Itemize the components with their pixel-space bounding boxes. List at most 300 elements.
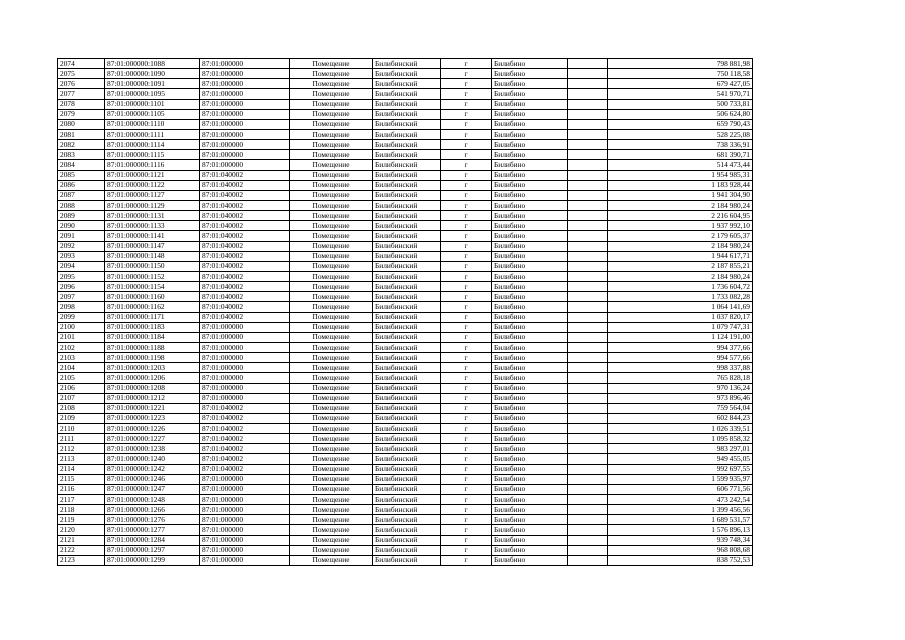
cadastral-number-cell: 87:01:000000:1152: [105, 271, 200, 281]
object-type-cell: Помещение: [290, 292, 373, 302]
cadastral-quarter-cell: 87:01:000000: [200, 525, 290, 535]
extra-cell: [568, 373, 608, 383]
cadastral-value-cell: 1 026 339,51: [608, 424, 753, 434]
table-row: [58, 170, 753, 180]
row-number-cell: 2076: [58, 79, 105, 89]
settlement-cell: Билибино: [492, 221, 568, 231]
extra-cell: [568, 363, 608, 373]
cadastral-number-cell: 87:01:000000:1277: [105, 525, 200, 535]
cadastral-number-cell: 87:01:000000:1110: [105, 119, 200, 129]
cadastral-quarter-cell: 87:01:000000: [200, 109, 290, 119]
cadastral-number-cell: 87:01:000000:1131: [105, 211, 200, 221]
cadastral-value-table: [57, 58, 753, 566]
row-number-cell: 2100: [58, 322, 105, 332]
cadastral-quarter-cell: 87:01:040002: [200, 170, 290, 180]
settlement-type-cell: г: [441, 140, 492, 150]
object-type-cell: Помещение: [290, 221, 373, 231]
district-cell: Билибинский: [373, 231, 441, 241]
row-number-cell: 2114: [58, 464, 105, 474]
object-type-cell: Помещение: [290, 474, 373, 484]
cadastral-quarter-cell: 87:01:040002: [200, 231, 290, 241]
extra-cell: [568, 211, 608, 221]
settlement-type-cell: г: [441, 434, 492, 444]
settlement-cell: Билибино: [492, 464, 568, 474]
object-type-cell: Помещение: [290, 302, 373, 312]
table-row: [58, 99, 753, 109]
cadastral-value-cell: 1 183 928,44: [608, 180, 753, 190]
settlement-type-cell: г: [441, 322, 492, 332]
settlement-cell: Билибино: [492, 150, 568, 160]
extra-cell: [568, 119, 608, 129]
row-number-cell: 2084: [58, 160, 105, 170]
settlement-cell: Билибино: [492, 555, 568, 565]
settlement-type-cell: г: [441, 251, 492, 261]
settlement-cell: Билибино: [492, 413, 568, 423]
settlement-cell: Билибино: [492, 363, 568, 373]
extra-cell: [568, 484, 608, 494]
cadastral-number-cell: 87:01:000000:1160: [105, 292, 200, 302]
cadastral-value-cell: 1 954 985,31: [608, 170, 753, 180]
extra-cell: [568, 221, 608, 231]
settlement-cell: Билибино: [492, 434, 568, 444]
row-number-cell: 2088: [58, 200, 105, 210]
cadastral-value-cell: 473 242,54: [608, 495, 753, 505]
district-cell: Билибинский: [373, 555, 441, 565]
settlement-type-cell: г: [441, 160, 492, 170]
table-row: [58, 444, 753, 454]
district-cell: Билибинский: [373, 322, 441, 332]
cadastral-value-cell: 968 808,68: [608, 545, 753, 555]
table-row: [58, 424, 753, 434]
cadastral-number-cell: 87:01:000000:1206: [105, 373, 200, 383]
table-row: [58, 282, 753, 292]
object-type-cell: Помещение: [290, 495, 373, 505]
settlement-type-cell: г: [441, 119, 492, 129]
table-row: [58, 302, 753, 312]
object-type-cell: Помещение: [290, 322, 373, 332]
object-type-cell: Помещение: [290, 332, 373, 342]
cadastral-value-cell: 1 064 141,69: [608, 302, 753, 312]
table-row: [58, 545, 753, 555]
cadastral-quarter-cell: 87:01:000000: [200, 129, 290, 139]
extra-cell: [568, 170, 608, 180]
extra-cell: [568, 302, 608, 312]
table-row: [58, 231, 753, 241]
settlement-type-cell: г: [441, 79, 492, 89]
row-number-cell: 2078: [58, 99, 105, 109]
cadastral-number-cell: 87:01:000000:1090: [105, 69, 200, 79]
object-type-cell: Помещение: [290, 515, 373, 525]
settlement-type-cell: г: [441, 383, 492, 393]
settlement-type-cell: г: [441, 302, 492, 312]
extra-cell: [568, 454, 608, 464]
cadastral-number-cell: 87:01:000000:1114: [105, 140, 200, 150]
cadastral-value-cell: 1 599 935,97: [608, 474, 753, 484]
settlement-type-cell: г: [441, 221, 492, 231]
table-row: [58, 251, 753, 261]
table-row: [58, 119, 753, 129]
cadastral-quarter-cell: 87:01:000000: [200, 342, 290, 352]
extra-cell: [568, 444, 608, 454]
cadastral-value-cell: 1 037 820,17: [608, 312, 753, 322]
cadastral-quarter-cell: 87:01:000000: [200, 393, 290, 403]
settlement-type-cell: г: [441, 444, 492, 454]
cadastral-quarter-cell: 87:01:000000: [200, 495, 290, 505]
cadastral-number-cell: 87:01:000000:1088: [105, 59, 200, 69]
district-cell: Билибинский: [373, 444, 441, 454]
table-row: [58, 292, 753, 302]
settlement-type-cell: г: [441, 211, 492, 221]
cadastral-quarter-cell: 87:01:040002: [200, 464, 290, 474]
settlement-type-cell: г: [441, 231, 492, 241]
table-row: [58, 109, 753, 119]
cadastral-quarter-cell: 87:01:000000: [200, 69, 290, 79]
table-row: [58, 79, 753, 89]
settlement-cell: Билибино: [492, 454, 568, 464]
district-cell: Билибинский: [373, 190, 441, 200]
cadastral-number-cell: 87:01:000000:1266: [105, 505, 200, 515]
table-row: [58, 150, 753, 160]
row-number-cell: 2113: [58, 454, 105, 464]
settlement-type-cell: г: [441, 180, 492, 190]
cadastral-number-cell: 87:01:000000:1116: [105, 160, 200, 170]
settlement-cell: Билибино: [492, 79, 568, 89]
district-cell: Билибинский: [373, 332, 441, 342]
settlement-type-cell: г: [441, 424, 492, 434]
row-number-cell: 2085: [58, 170, 105, 180]
cadastral-number-cell: 87:01:000000:1105: [105, 109, 200, 119]
settlement-cell: Билибино: [492, 332, 568, 342]
settlement-type-cell: г: [441, 555, 492, 565]
cadastral-value-cell: 992 697,55: [608, 464, 753, 474]
table-row: [58, 200, 753, 210]
extra-cell: [568, 383, 608, 393]
row-number-cell: 2080: [58, 119, 105, 129]
cadastral-number-cell: 87:01:000000:1122: [105, 180, 200, 190]
table-row: [58, 403, 753, 413]
cadastral-number-cell: 87:01:000000:1091: [105, 79, 200, 89]
cadastral-quarter-cell: 87:01:040002: [200, 221, 290, 231]
settlement-cell: Билибино: [492, 515, 568, 525]
settlement-type-cell: г: [441, 353, 492, 363]
cadastral-value-cell: 1 079 747,31: [608, 322, 753, 332]
cadastral-value-cell: 1 689 531,57: [608, 515, 753, 525]
object-type-cell: Помещение: [290, 484, 373, 494]
district-cell: Билибинский: [373, 525, 441, 535]
object-type-cell: Помещение: [290, 109, 373, 119]
table-row: [58, 89, 753, 99]
cadastral-quarter-cell: 87:01:040002: [200, 424, 290, 434]
district-cell: Билибинский: [373, 99, 441, 109]
cadastral-value-cell: 2 179 605,37: [608, 231, 753, 241]
settlement-cell: Билибино: [492, 200, 568, 210]
cadastral-number-cell: 87:01:000000:1276: [105, 515, 200, 525]
extra-cell: [568, 59, 608, 69]
extra-cell: [568, 190, 608, 200]
settlement-type-cell: г: [441, 545, 492, 555]
table-row: [58, 474, 753, 484]
table-row: [58, 434, 753, 444]
district-cell: Билибинский: [373, 200, 441, 210]
cadastral-value-cell: 606 771,56: [608, 484, 753, 494]
table-row: [58, 160, 753, 170]
row-number-cell: 2106: [58, 383, 105, 393]
row-number-cell: 2087: [58, 190, 105, 200]
cadastral-number-cell: 87:01:000000:1247: [105, 484, 200, 494]
row-number-cell: 2075: [58, 69, 105, 79]
object-type-cell: Помещение: [290, 403, 373, 413]
cadastral-value-cell: 939 748,34: [608, 535, 753, 545]
cadastral-quarter-cell: 87:01:000000: [200, 474, 290, 484]
district-cell: Билибинский: [373, 495, 441, 505]
settlement-type-cell: г: [441, 170, 492, 180]
row-number-cell: 2109: [58, 413, 105, 423]
cadastral-quarter-cell: 87:01:040002: [200, 200, 290, 210]
district-cell: Билибинский: [373, 545, 441, 555]
settlement-type-cell: г: [441, 454, 492, 464]
cadastral-quarter-cell: 87:01:000000: [200, 160, 290, 170]
extra-cell: [568, 241, 608, 251]
object-type-cell: Помещение: [290, 261, 373, 271]
cadastral-quarter-cell: 87:01:040002: [200, 292, 290, 302]
row-number-cell: 2081: [58, 129, 105, 139]
extra-cell: [568, 251, 608, 261]
cadastral-value-cell: 528 225,08: [608, 129, 753, 139]
object-type-cell: Помещение: [290, 454, 373, 464]
settlement-type-cell: г: [441, 150, 492, 160]
settlement-type-cell: г: [441, 505, 492, 515]
cadastral-quarter-cell: 87:01:000000: [200, 363, 290, 373]
district-cell: Билибинский: [373, 424, 441, 434]
settlement-type-cell: г: [441, 200, 492, 210]
district-cell: Билибинский: [373, 211, 441, 221]
object-type-cell: Помещение: [290, 190, 373, 200]
table-row: [58, 353, 753, 363]
settlement-type-cell: г: [441, 535, 492, 545]
settlement-cell: Билибино: [492, 484, 568, 494]
cadastral-number-cell: 87:01:000000:1248: [105, 495, 200, 505]
district-cell: Билибинский: [373, 160, 441, 170]
settlement-cell: Билибино: [492, 495, 568, 505]
settlement-type-cell: г: [441, 495, 492, 505]
settlement-type-cell: г: [441, 474, 492, 484]
cadastral-number-cell: 87:01:000000:1154: [105, 282, 200, 292]
cadastral-quarter-cell: 87:01:000000: [200, 150, 290, 160]
cadastral-quarter-cell: 87:01:000000: [200, 373, 290, 383]
extra-cell: [568, 89, 608, 99]
settlement-cell: Билибино: [492, 99, 568, 109]
settlement-cell: Билибино: [492, 535, 568, 545]
row-number-cell: 2122: [58, 545, 105, 555]
settlement-type-cell: г: [441, 332, 492, 342]
object-type-cell: Помещение: [290, 353, 373, 363]
object-type-cell: Помещение: [290, 505, 373, 515]
table-row: [58, 363, 753, 373]
settlement-cell: Билибино: [492, 59, 568, 69]
district-cell: Билибинский: [373, 413, 441, 423]
cadastral-number-cell: 87:01:000000:1148: [105, 251, 200, 261]
table-row: [58, 312, 753, 322]
cadastral-quarter-cell: 87:01:000000: [200, 140, 290, 150]
cadastral-number-cell: 87:01:000000:1111: [105, 129, 200, 139]
row-number-cell: 2093: [58, 251, 105, 261]
cadastral-value-cell: 2 184 980,24: [608, 241, 753, 251]
row-number-cell: 2103: [58, 353, 105, 363]
row-number-cell: 2096: [58, 282, 105, 292]
row-number-cell: 2115: [58, 474, 105, 484]
cadastral-value-cell: 2 187 855,21: [608, 261, 753, 271]
extra-cell: [568, 424, 608, 434]
cadastral-value-cell: 994 377,66: [608, 342, 753, 352]
table-row: [58, 393, 753, 403]
object-type-cell: Помещение: [290, 413, 373, 423]
settlement-cell: Билибино: [492, 474, 568, 484]
cadastral-quarter-cell: 87:01:000000: [200, 555, 290, 565]
cadastral-value-cell: 973 896,46: [608, 393, 753, 403]
cadastral-number-cell: 87:01:000000:1188: [105, 342, 200, 352]
row-number-cell: 2094: [58, 261, 105, 271]
cadastral-number-cell: 87:01:000000:1121: [105, 170, 200, 180]
settlement-cell: Билибино: [492, 322, 568, 332]
table-row: [58, 332, 753, 342]
district-cell: Билибинский: [373, 170, 441, 180]
extra-cell: [568, 312, 608, 322]
cadastral-number-cell: 87:01:000000:1198: [105, 353, 200, 363]
cadastral-quarter-cell: 87:01:000000: [200, 353, 290, 363]
cadastral-quarter-cell: 87:01:040002: [200, 444, 290, 454]
cadastral-value-cell: 998 337,88: [608, 363, 753, 373]
table-body: [58, 59, 753, 566]
extra-cell: [568, 342, 608, 352]
cadastral-quarter-cell: 87:01:040002: [200, 413, 290, 423]
table-row: [58, 555, 753, 565]
extra-cell: [568, 322, 608, 332]
extra-cell: [568, 495, 608, 505]
table-row: [58, 322, 753, 332]
settlement-cell: Билибино: [492, 140, 568, 150]
row-number-cell: 2074: [58, 59, 105, 69]
district-cell: Билибинский: [373, 109, 441, 119]
settlement-type-cell: г: [441, 282, 492, 292]
cadastral-quarter-cell: 87:01:000000: [200, 383, 290, 393]
cadastral-number-cell: 87:01:000000:1115: [105, 150, 200, 160]
settlement-cell: Билибино: [492, 292, 568, 302]
table-row: [58, 413, 753, 423]
extra-cell: [568, 393, 608, 403]
district-cell: Билибинский: [373, 140, 441, 150]
object-type-cell: Помещение: [290, 424, 373, 434]
cadastral-value-cell: 750 118,58: [608, 69, 753, 79]
extra-cell: [568, 261, 608, 271]
row-number-cell: 2095: [58, 271, 105, 281]
cadastral-quarter-cell: 87:01:040002: [200, 312, 290, 322]
table-row: [58, 525, 753, 535]
settlement-type-cell: г: [441, 484, 492, 494]
cadastral-number-cell: 87:01:000000:1203: [105, 363, 200, 373]
cadastral-number-cell: 87:01:000000:1183: [105, 322, 200, 332]
row-number-cell: 2091: [58, 231, 105, 241]
cadastral-value-cell: 679 427,05: [608, 79, 753, 89]
cadastral-quarter-cell: 87:01:040002: [200, 261, 290, 271]
settlement-cell: Билибино: [492, 282, 568, 292]
table-row: [58, 454, 753, 464]
cadastral-value-cell: 1 736 604,72: [608, 282, 753, 292]
settlement-type-cell: г: [441, 59, 492, 69]
extra-cell: [568, 200, 608, 210]
settlement-cell: Билибино: [492, 69, 568, 79]
settlement-cell: Билибино: [492, 129, 568, 139]
row-number-cell: 2111: [58, 434, 105, 444]
settlement-cell: Билибино: [492, 312, 568, 322]
object-type-cell: Помещение: [290, 170, 373, 180]
table-row: [58, 69, 753, 79]
cadastral-value-cell: 1 937 992,10: [608, 221, 753, 231]
cadastral-number-cell: 87:01:000000:1095: [105, 89, 200, 99]
extra-cell: [568, 292, 608, 302]
district-cell: Билибинский: [373, 69, 441, 79]
cadastral-value-cell: 1 576 896,13: [608, 525, 753, 535]
cadastral-quarter-cell: 87:01:040002: [200, 271, 290, 281]
settlement-type-cell: г: [441, 464, 492, 474]
extra-cell: [568, 434, 608, 444]
cadastral-quarter-cell: 87:01:000000: [200, 99, 290, 109]
cadastral-quarter-cell: 87:01:040002: [200, 190, 290, 200]
cadastral-value-cell: 514 473,44: [608, 160, 753, 170]
extra-cell: [568, 231, 608, 241]
settlement-cell: Билибино: [492, 119, 568, 129]
cadastral-value-cell: 838 752,53: [608, 555, 753, 565]
table-row: [58, 342, 753, 352]
extra-cell: [568, 353, 608, 363]
object-type-cell: Помещение: [290, 363, 373, 373]
row-number-cell: 2117: [58, 495, 105, 505]
row-number-cell: 2092: [58, 241, 105, 251]
extra-cell: [568, 180, 608, 190]
district-cell: Билибинский: [373, 180, 441, 190]
cadastral-number-cell: 87:01:000000:1129: [105, 200, 200, 210]
cadastral-value-cell: 738 336,91: [608, 140, 753, 150]
cadastral-value-cell: 765 828,18: [608, 373, 753, 383]
object-type-cell: Помещение: [290, 555, 373, 565]
row-number-cell: 2112: [58, 444, 105, 454]
settlement-cell: Билибино: [492, 180, 568, 190]
settlement-type-cell: г: [441, 373, 492, 383]
object-type-cell: Помещение: [290, 241, 373, 251]
object-type-cell: Помещение: [290, 200, 373, 210]
cadastral-quarter-cell: 87:01:000000: [200, 322, 290, 332]
cadastral-value-cell: 983 297,01: [608, 444, 753, 454]
object-type-cell: Помещение: [290, 180, 373, 190]
cadastral-quarter-cell: 87:01:040002: [200, 403, 290, 413]
extra-cell: [568, 140, 608, 150]
settlement-type-cell: г: [441, 342, 492, 352]
table-row: [58, 515, 753, 525]
settlement-type-cell: г: [441, 515, 492, 525]
cadastral-quarter-cell: 87:01:040002: [200, 454, 290, 464]
cadastral-number-cell: 87:01:000000:1240: [105, 454, 200, 464]
settlement-type-cell: г: [441, 413, 492, 423]
cadastral-value-cell: 2 216 604,95: [608, 211, 753, 221]
extra-cell: [568, 474, 608, 484]
row-number-cell: 2099: [58, 312, 105, 322]
cadastral-number-cell: 87:01:000000:1208: [105, 383, 200, 393]
cadastral-value-cell: 1 944 617,71: [608, 251, 753, 261]
district-cell: Билибинский: [373, 292, 441, 302]
row-number-cell: 2108: [58, 403, 105, 413]
object-type-cell: Помещение: [290, 545, 373, 555]
cadastral-value-cell: 659 790,43: [608, 119, 753, 129]
row-number-cell: 2105: [58, 373, 105, 383]
